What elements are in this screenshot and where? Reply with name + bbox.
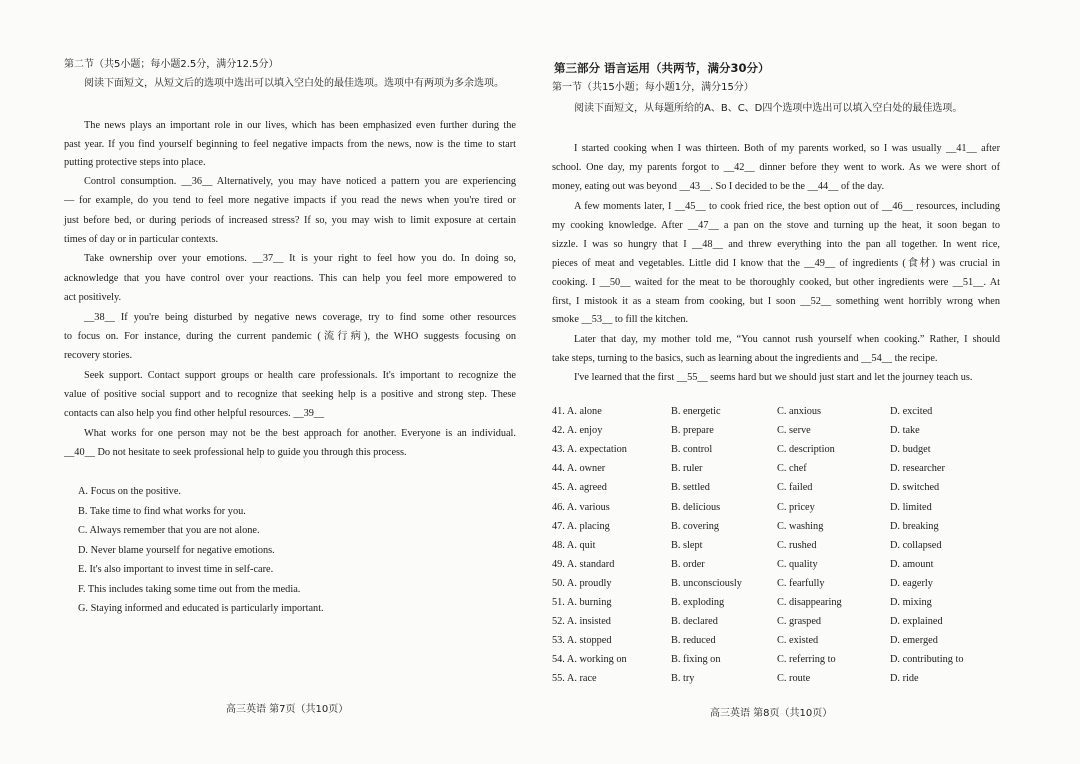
choice-c: C. failed: [777, 482, 813, 494]
choice-b: B. try: [671, 673, 695, 685]
choice-c: C. chef: [777, 463, 807, 475]
choice-b: B. declared: [671, 616, 718, 628]
passage-line: The news plays an important role in our lives, which has been emphasized even further during the: [84, 120, 516, 131]
passage-line: A few moments later, I __45__ to cook fried rice, the best option out of __46__ resources, including: [574, 201, 1000, 212]
page-footer: 高三英语 第8页（共10页）: [710, 708, 833, 719]
passage-line: pieces of meat and vegetables. Little did I know that the __49__ of ingredients (食材) was crucial in: [552, 258, 1000, 269]
passage-line: money, eating out was beyond __43__. So I decided to be the __44__ of the day.: [552, 181, 885, 192]
choice-c: C. pricey: [777, 501, 815, 513]
answer-option: F. This includes taking some time out from the media.: [78, 584, 301, 595]
choice-a: 43. A. expectation: [552, 444, 627, 456]
passage-line: Later that day, my mother told me, “You cannot rush yourself when cooking.” Rather, I should: [574, 334, 1000, 345]
choice-d: D. limited: [890, 501, 932, 513]
passage-line: just before bed, or during periods of increased stress? If so, you may wish to limit exposure at certain: [64, 215, 516, 226]
choice-b: B. control: [671, 444, 713, 456]
passage-line: acknowledge that you have control over your reactions. This can help you feel more empowered to: [64, 273, 516, 284]
choice-b: B. slept: [671, 539, 703, 551]
passage-line: act positively.: [64, 292, 122, 303]
choice-b: B. covering: [671, 520, 720, 532]
choice-a: 42. A. enjoy: [552, 425, 603, 437]
answer-option: B. Take time to find what works for you.: [78, 506, 246, 517]
passage-line: past year. If you find yourself beginning to feel negative impacts from the news, now is the time to start: [64, 139, 516, 150]
choice-d: D. take: [890, 425, 920, 437]
choice-c: C. disappearing: [777, 597, 842, 608]
section-header: 第二节（共5小题；每小题2.5分，满分12.5分）: [64, 59, 279, 70]
choice-b: B. settled: [671, 482, 710, 494]
passage-line: take steps, turning to the basics, such as learning about the ingredients and __54__ the recipe.: [552, 353, 938, 364]
instruction: 阅读下面短文，从短文后的选项中选出可以填入空白处的最佳选项。选项中有两项为多余选项。: [84, 78, 504, 89]
choice-a: 53. A. stopped: [552, 635, 612, 647]
passage-line: contacts can also help you find other helpful resources. __39__: [64, 408, 325, 419]
choice-c: C. washing: [777, 520, 824, 532]
choice-a: 45. A. agreed: [552, 482, 607, 494]
passage-line: What works for one person may not be the best approach for another. Everyone is an individual.: [84, 428, 516, 439]
section-header: 第一节（共15小题；每小题1分，满分15分）: [552, 82, 754, 93]
choice-a: 46. A. various: [552, 501, 610, 513]
answer-option: G. Staying informed and educated is particularly important.: [78, 603, 324, 614]
passage-line: I've learned that the first __55__ seems hard but we should just start and let the journey teach us.: [574, 372, 973, 383]
choice-b: B. order: [671, 558, 705, 570]
choice-b: B. fixing on: [671, 654, 721, 666]
passage-line: my cooking knowledge. After __47__ a pan on the stove and turning up the heat, it soon began to: [552, 220, 1000, 231]
choice-a: 51. A. burning: [552, 597, 612, 608]
choice-b: B. unconsciously: [671, 577, 742, 589]
choice-a: 49. A. standard: [552, 558, 615, 570]
passage-line: value of positive social support and to recognize that seeking help is a positive and strong step. These: [64, 389, 516, 400]
choice-a: 44. A. owner: [552, 463, 606, 475]
choice-a: 52. A. insisted: [552, 616, 611, 628]
passage-line: I started cooking when I was thirteen. Both of my parents worked, so I was usually __41__ after: [574, 143, 1000, 154]
instruction: 阅读下面短文，从每题所给的A、B、C、D四个选项中选出可以填入空白处的最佳选项。: [574, 103, 963, 114]
choice-d: D. breaking: [890, 520, 939, 532]
choice-c: C. referring to: [777, 654, 836, 666]
choice-a: 50. A. proudly: [552, 577, 612, 589]
choice-d: D. explained: [890, 616, 943, 628]
choice-d: D. ride: [890, 673, 919, 685]
passage-line: school. One day, my parents forgot to __42__ dinner before they went to work. As we were short of: [552, 162, 1000, 173]
passage-line: to focus on. For instance, during the current pandemic (流行病), the WHO suggests focusing on: [64, 331, 516, 342]
choice-a: 48. A. quit: [552, 539, 596, 551]
choice-b: B. ruler: [671, 463, 703, 475]
choice-d: D. mixing: [890, 597, 932, 608]
choice-a: 41. A. alone: [552, 406, 602, 417]
choice-c: C. grasped: [777, 616, 822, 628]
choice-d: D. contributing to: [890, 654, 964, 666]
answer-option: A. Focus on the positive.: [78, 486, 181, 497]
choice-a: 47. A. placing: [552, 520, 610, 532]
choice-c: C. rushed: [777, 539, 817, 551]
passage-line: — for example, do you tend to feel more negative impacts if you read the news when you're tired or: [64, 195, 516, 206]
passage-line: cooking. I __50__ waited for the meat to be thoroughly cooked, but other ingredients were __51__. At: [552, 277, 1000, 288]
choice-c: C. quality: [777, 558, 818, 570]
choice-c: C. existed: [777, 635, 819, 647]
passage-line: Control consumption. __36__ Alternatively, you may have noticed a pattern you are experiencing: [84, 176, 516, 187]
passage-line: first, I mistook it as a steam from cooking, but I soon __52__ something went horribly wrong when: [552, 296, 1000, 307]
passage-line: smoke __53__ to fill the kitchen.: [552, 314, 689, 325]
choice-c: C. anxious: [777, 406, 822, 417]
passage-line: Seek support. Contact support groups or health care professionals. It's important to recognize the: [84, 370, 516, 381]
answer-option: D. Never blame yourself for negative emotions.: [78, 545, 275, 556]
choice-b: B. exploding: [671, 597, 725, 608]
choice-c: C. description: [777, 444, 835, 456]
passage-line: __38__ If you're being disturbed by negative news coverage, try to find some other resources: [84, 312, 516, 323]
choice-d: D. budget: [890, 444, 931, 456]
choice-a: 54. A. working on: [552, 654, 627, 666]
choice-c: C. route: [777, 673, 811, 685]
passage-line: times of day or in particular contexts.: [64, 234, 219, 245]
passage-line: Take ownership over your emotions. __37__ It is your right to feel how you do. In doing so,: [84, 253, 516, 264]
choice-a: 55. A. race: [552, 673, 597, 685]
choice-d: D. switched: [890, 482, 940, 494]
passage-line: putting protective steps into place.: [64, 157, 206, 168]
choice-c: C. serve: [777, 425, 811, 437]
choice-b: B. delicious: [671, 501, 721, 513]
choice-d: D. eagerly: [890, 577, 933, 589]
passage-line: recovery stories.: [64, 350, 133, 361]
choice-c: C. fearfully: [777, 577, 825, 589]
passage-line: __40__ Do not hesitate to seek professional help to guide you through this process.: [64, 447, 407, 458]
choice-d: D. amount: [890, 558, 934, 570]
page-footer: 高三英语 第7页（共10页）: [226, 704, 349, 715]
choice-d: D. researcher: [890, 463, 945, 475]
choice-b: B. reduced: [671, 635, 716, 647]
choice-d: D. collapsed: [890, 539, 942, 551]
choice-d: D. excited: [890, 406, 933, 417]
choice-b: B. energetic: [671, 406, 721, 417]
part-header: 第三部分 语言运用（共两节，满分30分）: [554, 61, 770, 75]
passage-line: sizzle. I was so hungry that I __48__ and threw everything into the pan all together. In went rice,: [552, 239, 1000, 250]
answer-option: C. Always remember that you are not alone.: [78, 525, 260, 536]
choice-d: D. emerged: [890, 635, 938, 647]
choice-b: B. prepare: [671, 425, 714, 437]
answer-option: E. It's also important to invest time in self-care.: [78, 564, 274, 575]
